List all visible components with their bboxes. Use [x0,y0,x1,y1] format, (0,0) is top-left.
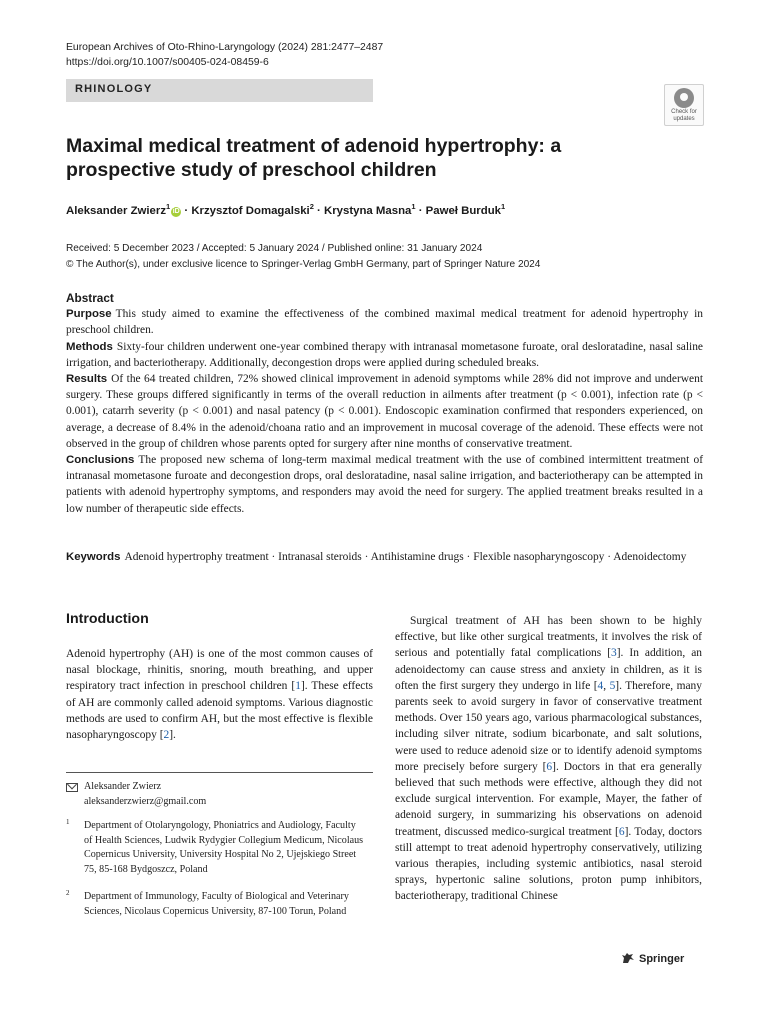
springer-horse-icon [621,952,635,964]
body-text: Adenoid hypertrophy (AH) is one of the most common causes of nasal blockage, rhinitis, snoring, mouth breathing, and upper respiratory tract infection in preschool children [ [66,648,373,693]
affiliation-number: 2 [66,889,70,897]
author-separator: · [415,204,426,217]
citation-link[interactable]: 2 [163,729,170,742]
results-text: Of the 64 treated children, 72% showed clinical improvement in adenoid symptoms while 28% did not improve and underwent surgery. These groups differed significantly in terms of the overall reduction in ailments after treatment (p < 0.001), infection rate (p < 0.001), catarrh severity (p < 0.001) and nasal patency (p < 0.001). Endoscopic examination confirmed that responders experienced, on average, a decrease of 8.4% in the adenoid/choana ratio and an improvement in mucosal coverage of the adenoid. These effects were not observed in the group of children whose parents opted for surgery after nine months of conservative treatment. [66,373,703,450]
author-affiliation-sup: 2 [309,202,314,211]
check-updates-line1: Check for [671,109,697,115]
introduction-heading: Introduction [66,611,149,627]
author-list [66,202,505,217]
abstract-results [66,371,703,452]
corresponding-author-name: Aleksander Zwierz [84,781,162,792]
citation-link[interactable]: 6 [546,760,553,773]
journal-header [66,40,383,70]
body-text: ]. Today, doctors still attempt to treat adenoid hypertrophy conservatively, utilizing various therapies, including systemic antibiotics, nasal steroid sprays, hypertonic saline solutions, proton pump inhibitors, bacteriotherapy, traditional Chinese [395,825,702,903]
corresponding-author-email[interactable]: aleksanderzwierz@gmail.com [84,795,207,807]
history-dates: Received: 5 December 2023 / Accepted: 5 January 2024 / Published online: 31 January 2024 [66,243,483,254]
body-text: ]. In addition, an adenoidectomy can cause stress and anxiety in children, as it is often the first surgery they undergo in life [ [395,647,702,692]
section-label: RHINOLOGY [75,83,153,95]
conclusions-label: Conclusions [66,454,135,467]
citation-link[interactable]: 3 [611,647,617,660]
body-text: ]. Therefore, many parents seek to avoid surgery in favor of conservative treatment methods. Over 150 years ago, various pharmacological substances, including silver nitrate, sodium bicarbonate, and salt solutions, were used to reduce adenoid size or to identify adenoid symptoms more precisely before surgery [ [395,679,702,773]
corresponding-author [84,780,206,809]
body-column-left [66,646,373,743]
citation-separator: , [603,679,610,692]
author-name[interactable]: Krystyna Masna [324,204,412,217]
author-name[interactable]: Paweł Burduk [425,204,501,217]
publisher-name: Springer [639,953,685,965]
publisher-logo [621,952,684,965]
footnote-divider [66,772,373,773]
body-text: ]. These effects of AH are commonly called adenoid symptoms. Various diagnostic methods are used to confirm AH, but the most effective is flexible nasopharyngoscopy [ [66,680,373,742]
body-column-right [395,613,702,905]
methods-label: Methods [66,340,113,353]
author-affiliation-sup: 1 [501,202,506,211]
copyright-line: © The Author(s), under exclusive licence to Springer-Verlag GmbH Germany, part of Springer Nature 2024 [66,258,541,270]
publication-dates [66,241,540,272]
conclusions-text: The proposed new schema of long-term maximal medical treatment with the use of combined intermittent treatment of intranasal mometasone furoate and decongestion drops, oral desloratadine, nasal saline irrigation, and bacteriotherapy can be attempted in patients with adenoid hypertrophy symptoms, and responders may avoid the need for surgery. The applied treatment breaks resulted in a low number of therapeutic side effects. [66,454,703,515]
abstract-conclusions [66,452,703,517]
doi-link[interactable]: https://doi.org/10.1007/s00405-024-08459-6 [66,57,269,68]
author-affiliation-sup: 1 [166,202,171,211]
author-separator: · [181,204,192,217]
check-updates-text [665,109,703,122]
body-text: ]. [169,729,176,742]
author-name[interactable]: Krzysztof Domagalski [191,204,310,217]
citation-link[interactable]: 6 [618,825,625,838]
methods-text: Sixty-four children underwent one-year combined therapy with intranasal mometasone furoate, oral desloratadine, nasal saline irrigation, and bacteriotherapy. Additionally, decongestion drops were applied during scheduled breaks. [66,340,703,369]
abstract-purpose [66,306,703,338]
section-bar [66,79,373,102]
author-separator: · [313,204,324,217]
orcid-icon[interactable]: iD [172,207,180,215]
check-updates-icon [674,88,694,108]
purpose-text: This study aimed to examine the effectiveness of the combined maximal medical treatment for adenoid hypertrophy in preschool children. [66,308,703,337]
affiliation-number: 1 [66,818,70,826]
keywords [66,549,703,565]
affiliation-2: Department of Immunology, Faculty of Biological and Veterinary Sciences, Nicolaus Copernicus University, 87-100 Torun, Poland [84,891,349,917]
abstract-heading: Abstract [66,291,114,305]
results-label: Results [66,373,108,386]
abstract [66,290,703,517]
purpose-label: Purpose [66,308,112,321]
author-affiliation-sup: 1 [411,202,416,211]
check-for-updates-badge[interactable] [664,84,704,126]
journal-citation: European Archives of Oto-Rhino-Laryngology (2024) 281:2477–2487 [66,42,384,53]
envelope-icon [66,783,78,792]
body-text: Surgical treatment of AH has been shown to be highly effective, but like other surgical treatments, it involves the risk of serious and potentially fatal complications [ [395,615,702,660]
affiliation-1: Department of Otolaryngology, Phoniatrics and Audiology, Faculty of Health Sciences, Ludwik Rydygier Collegium Medicum, Nicolaus Copernicus University, University Hospital No 2, Ujejskiego Street 75, 85-168 Bydgoszcz, Poland [84,820,364,876]
author-name[interactable]: Aleksander Zwierz [66,204,167,217]
keywords-label: Keywords [66,551,121,563]
keywords-text: Adenoid hypertrophy treatment · Intranasal steroids · Antihistamine drugs · Flexible nasopharyngoscopy · Adenoidectomy [124,551,687,563]
citation-link[interactable]: 4 [597,679,604,692]
citation-link[interactable]: 1 [295,680,301,693]
article-title: Maximal medical treatment of adenoid hypertrophy: a prospective study of preschool children [66,135,562,181]
body-text: ]. Doctors in that era generally believed that such methods were effective, although they did not exclude surgical intervention. For example, Mayer, the father of adenoid surgery, in summarizing his observations on adenoid treatment, discussed medico-surgical treatment [ [395,760,702,838]
citation-link[interactable]: 5 [609,679,616,692]
check-updates-line2: updates [673,115,695,122]
abstract-methods [66,339,703,371]
